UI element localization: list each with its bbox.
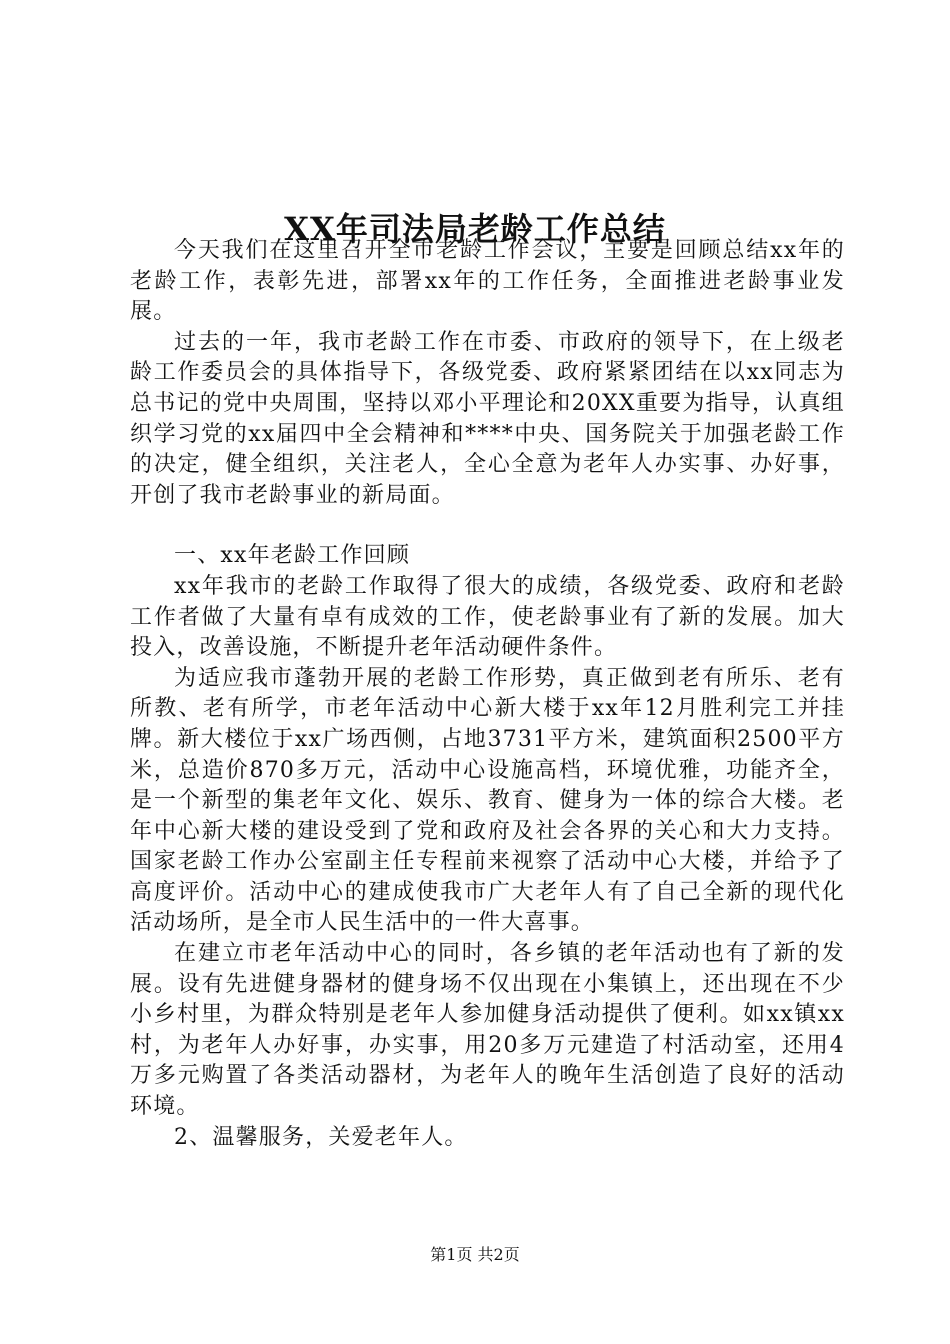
document-body: [130, 236, 845, 1153]
paragraph-past-year: 过去的一年，我市老龄工作在市委、市政府的领导下，在上级老龄工作委员会的具体指导下，各级党委、政府紧紧团结在以xx同志为总书记的党中央周围，坚持以邓小平理论和20XX重要为指导，认真组织学习党的xx届四中全会精神和****中央、国务院关于加强老龄工作的决定，健全组织，关注老人，全心全意为老年人办实事、办好事，开创了我市老龄事业的新局面。: [130, 329, 845, 508]
page-footer: 第1页 共2页: [430, 1245, 520, 1264]
paragraph-intro: 今天我们在这里召开全市老龄工作会议，主要是回顾总结xx年的老龄工作，表彰先进，部署xx年的工作任务，全面推进老龄事业发展。: [130, 238, 845, 325]
section-heading-review: 一、xx年老龄工作回顾: [174, 543, 411, 569]
section-heading-service: 2、温馨服务，关爱老年人。: [174, 1124, 468, 1150]
paragraph-achievements: xx年我市的老龄工作取得了很大的成绩，各级党委、政府和老龄工作者做了大量有卓有成效的工作，使老龄事业有了新的发展。加大投入，改善设施，不断提升老年活动硬件条件。: [130, 573, 845, 661]
paragraph-activity-center: 为适应我市蓬勃开展的老龄工作形势，真正做到老有所乐、老有所教、老有所学，市老年活动中心新大楼于xx年12月胜利完工并挂牌。新大楼位于xx广场西侧，占地3731平方米，建筑面积2500平方米，总造价870多万元，活动中心设施高档，环境优雅，功能齐全，是一个新型的集老年文化、娱乐、教育、健身为一体的综合大楼。老年中心新大楼的建设受到了党和政府及社会各界的关心和大力支持。国家老龄工作办公室副主任专程前来视察了活动中心大楼，并给予了高度评价。活动中心的建成使我市广大老年人有了自己全新的现代化活动场所，是全市人民生活中的一件大喜事。: [130, 665, 845, 936]
document-title: XX年司法局老龄工作总结: [284, 210, 666, 249]
paragraph-township-activities: 在建立市老年活动中心的同时，各乡镇的老年活动也有了新的发展。设有先进健身器材的健身场不仅出现在小集镇上，还出现在不少小乡村里，为群众特别是老年人参加健身活动提供了便利。如xx镇xx村，为老年人办好事，办实事，用20多万元建造了村活动室，还用4万多元购置了各类活动器材，为老年人的晚年生活创造了良好的活动环境。: [130, 941, 845, 1120]
